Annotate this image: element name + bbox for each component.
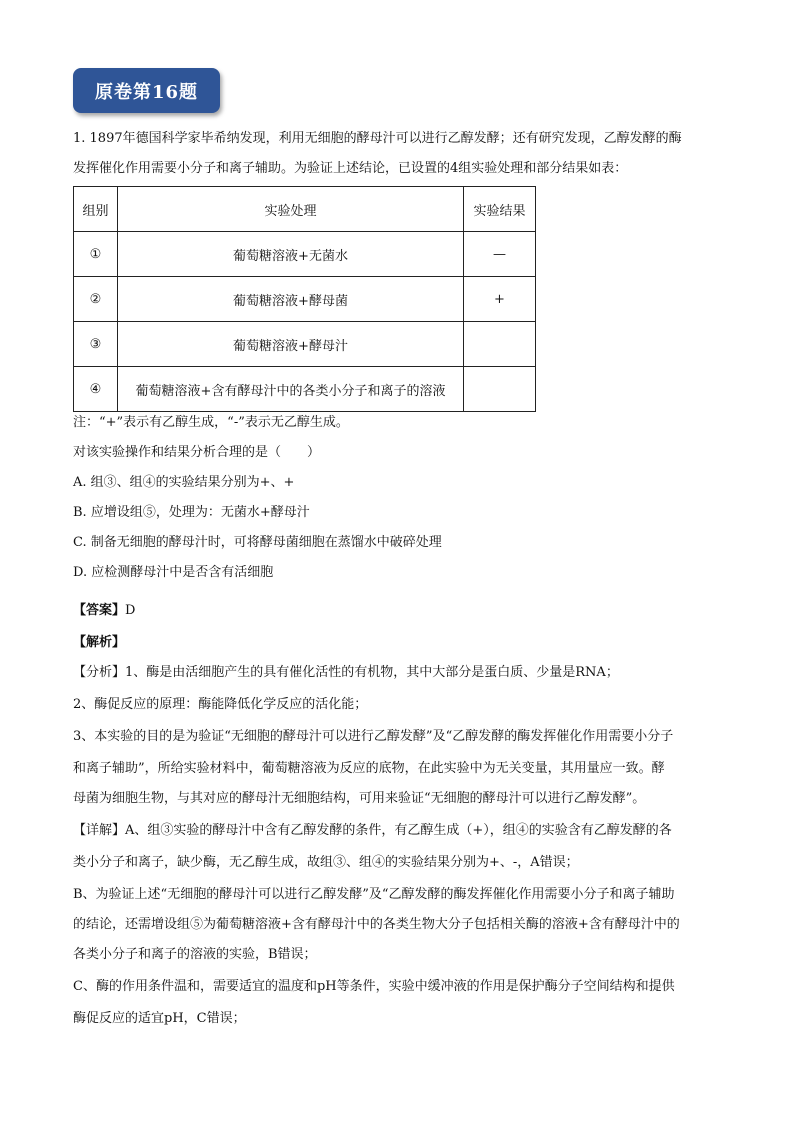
cell-group: ① — [74, 232, 118, 277]
detail-c-line-1: C、酶的作用条件温和，需要适宜的温度和pH等条件，实验中缓冲液的作用是保护酶分子空间结构和提供 — [73, 979, 675, 994]
option-d: D. 应检测酵母汁中是否含有活细胞 — [73, 565, 274, 580]
option-a: A. 组③、组④的实验结果分别为+、+ — [73, 475, 295, 490]
cell-treatment: 葡萄糖溶液+酵母菌 — [118, 277, 464, 322]
cell-result: + — [464, 277, 536, 322]
cell-result — [464, 367, 536, 412]
answer-label: 【答案】 — [73, 603, 126, 618]
cell-group: ④ — [74, 367, 118, 412]
detail-b-line-2: 的结论，还需增设组⑤为葡萄糖溶液+含有酵母汁中的各类生物大分子包括相关酶的溶液+含有酵母汁中的 — [73, 917, 680, 932]
table-row — [74, 367, 536, 412]
analysis-label: 【解析】 — [73, 635, 126, 650]
answer-value: D — [125, 603, 136, 618]
analysis-line-1: 【分析】1、酶是由活细胞产生的具有催化活性的有机物，其中大部分是蛋白质、少量是RNA； — [73, 665, 619, 680]
table-header-row — [74, 187, 536, 232]
analysis-line-4: 和离子辅助”，所给实验材料中，葡萄糖溶液为反应的底物，在此实验中为无关变量，其用量应一致。酵 — [73, 761, 665, 776]
option-c: C. 制备无细胞的酵母汁时，可将酵母菌细胞在蒸馏水中破碎处理 — [73, 535, 442, 550]
analysis-line-2: 2、酶促反应的原理：酶能降低化学反应的活化能； — [73, 697, 368, 712]
detail-b-line-1: B、为验证上述“无细胞的酵母汁可以进行乙醇发酵”及“乙醇发酵的酶发挥催化作用需要小分子和离子辅助 — [73, 887, 675, 902]
cell-group: ③ — [74, 322, 118, 367]
detail-a-line-2: 类小分子和离子，缺少酶，无乙醇生成，故组③、组④的实验结果分别为+、-，A错误； — [73, 855, 579, 870]
cell-group: ② — [74, 277, 118, 322]
cell-treatment: 葡萄糖溶液+含有酵母汁中的各类小分子和离子的溶液 — [118, 367, 464, 412]
cell-result — [464, 322, 536, 367]
question-banner: 原卷第16题 — [73, 68, 220, 113]
question-line-1: 1. 1897年德国科学家毕希纳发现，利用无细胞的酵母汁可以进行乙醇发酵；还有研究发现，乙醇发酵的酶 — [73, 131, 682, 146]
table-note: 注：“+”表示有乙醇生成，“-”表示无乙醇生成。 — [73, 415, 349, 430]
experiment-table — [73, 186, 536, 412]
question-prompt: 对该实验操作和结果分析合理的是（ ） — [73, 445, 321, 460]
header-group: 组别 — [74, 187, 118, 232]
detail-b-line-3: 各类小分子和离子的溶液的实验，B错误； — [73, 947, 317, 962]
table-row — [74, 277, 536, 322]
table-row — [74, 232, 536, 277]
table-row — [74, 322, 536, 367]
option-b: B. 应增设组⑤，处理为：无菌水+酵母汁 — [73, 505, 310, 520]
detail-a-line-1: 【详解】A、组③实验的酵母汁中含有乙醇发酵的条件，有乙醇生成（+），组④的实验含有乙醇发酵的各 — [73, 823, 672, 838]
header-treatment: 实验处理 — [118, 187, 464, 232]
cell-treatment: 葡萄糖溶液+酵母汁 — [118, 322, 464, 367]
cell-treatment: 葡萄糖溶液+无菌水 — [118, 232, 464, 277]
detail-c-line-2: 酶促反应的适宜pH，C错误； — [73, 1011, 246, 1026]
cell-result: — — [464, 232, 536, 277]
analysis-line-3: 3、本实验的目的是为验证“无细胞的酵母汁可以进行乙醇发酵”及“乙醇发酵的酶发挥催化作用需要小分子 — [73, 729, 674, 744]
question-line-2: 发挥催化作用需要小分子和离子辅助。为验证上述结论，已设置的4组实验处理和部分结果如表： — [73, 161, 628, 176]
header-result: 实验结果 — [464, 187, 536, 232]
answer-line — [73, 602, 135, 620]
analysis-line-5: 母菌为细胞生物，与其对应的酵母汁无细胞结构，可用来验证“无细胞的酵母汁可以进行乙醇发酵”。 — [73, 791, 646, 806]
